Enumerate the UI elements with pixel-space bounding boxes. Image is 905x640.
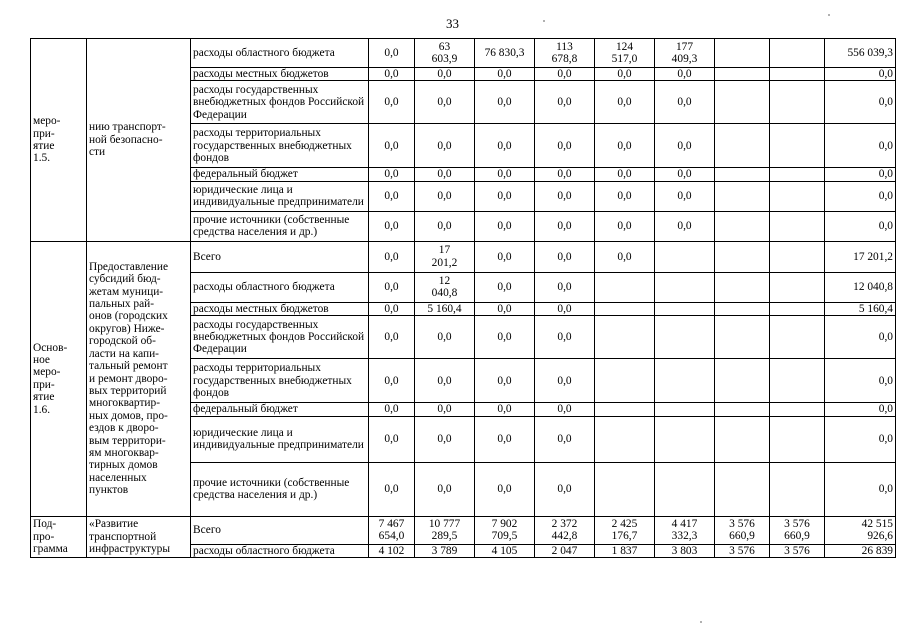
funding-source: федеральный бюджет bbox=[191, 403, 369, 416]
year-value: 1 837 bbox=[595, 544, 655, 557]
measure-name-line: ных домов, про- bbox=[89, 409, 168, 422]
year-value: 0,0 bbox=[475, 211, 535, 241]
year-value: 0,0 bbox=[535, 124, 595, 168]
total-value: 556 039,3 bbox=[825, 39, 896, 68]
total-value: 0,0 bbox=[825, 462, 896, 516]
year-value bbox=[770, 39, 825, 68]
measure-name-line: пальных рай- bbox=[89, 298, 155, 311]
year-value: 0,0 bbox=[415, 416, 475, 462]
year-value bbox=[595, 462, 655, 516]
measure-label-line: меро- bbox=[33, 115, 61, 128]
year-value: 0,0 bbox=[535, 359, 595, 403]
total-value: 0,0 bbox=[825, 81, 896, 124]
funding-source: расходы государственных внебюджетных фондов Российской Федерации bbox=[191, 81, 369, 124]
year-value bbox=[770, 272, 825, 302]
year-value bbox=[770, 68, 825, 81]
year-value: 2 047 bbox=[535, 544, 595, 557]
year-value: 0,0 bbox=[595, 68, 655, 81]
total-value: 12 040,8 bbox=[825, 272, 896, 302]
measure-label-line: Основ- bbox=[33, 341, 68, 354]
measure-label-line: Под- bbox=[33, 518, 57, 531]
year-value: 3 789 bbox=[415, 544, 475, 557]
funding-source: федеральный бюджет bbox=[191, 168, 369, 181]
total-value: 0,0 bbox=[825, 416, 896, 462]
year-value bbox=[715, 68, 770, 81]
measure-label-line: про- bbox=[33, 530, 55, 543]
year-value bbox=[770, 241, 825, 272]
measure-name-line: онов (городских bbox=[89, 310, 168, 323]
measure-name-line: пунктов bbox=[89, 484, 129, 497]
year-value: 0,0 bbox=[369, 68, 415, 81]
year-value: 0,0 bbox=[415, 462, 475, 516]
measure-name-line: многоквартир- bbox=[89, 397, 161, 410]
funding-source: расходы территориальных государственных внебюджетных фондов bbox=[191, 359, 369, 403]
year-value bbox=[715, 241, 770, 272]
year-value: 2 372 442,8 bbox=[535, 516, 595, 544]
total-value: 0,0 bbox=[825, 68, 896, 81]
year-value bbox=[715, 316, 770, 359]
total-value: 0,0 bbox=[825, 168, 896, 181]
total-value: 0,0 bbox=[825, 124, 896, 168]
year-value bbox=[595, 302, 655, 315]
year-value: 0,0 bbox=[369, 168, 415, 181]
measure-name-line: ной безопасно- bbox=[89, 133, 163, 146]
total-value: 5 160,4 bbox=[825, 302, 896, 315]
year-value: 113 678,8 bbox=[535, 39, 595, 68]
funding-source: расходы областного бюджета bbox=[191, 39, 369, 68]
year-value: 0,0 bbox=[595, 181, 655, 211]
year-value: 4 417 332,3 bbox=[655, 516, 715, 544]
year-value: 3 576 660,9 bbox=[770, 516, 825, 544]
total-value: 0,0 bbox=[825, 211, 896, 241]
measure-name-line: нию транспорт- bbox=[89, 121, 166, 134]
table-row bbox=[31, 516, 896, 544]
year-value bbox=[715, 462, 770, 516]
year-value: 0,0 bbox=[535, 272, 595, 302]
year-value: 0,0 bbox=[369, 462, 415, 516]
year-value: 0,0 bbox=[655, 168, 715, 181]
year-value: 3 803 bbox=[655, 544, 715, 557]
measure-name-line: тирных домов bbox=[89, 459, 158, 472]
year-value bbox=[655, 241, 715, 272]
funding-source: прочие источники (собственные средства населения и др.) bbox=[191, 211, 369, 241]
year-value bbox=[655, 403, 715, 416]
year-value: 0,0 bbox=[655, 211, 715, 241]
measure-label-line: ятие bbox=[33, 139, 55, 152]
measure-name bbox=[87, 241, 191, 516]
scan-speck bbox=[828, 14, 830, 16]
measure-name-line: ласти на капи- bbox=[89, 347, 159, 360]
year-value: 7 902 709,5 bbox=[475, 516, 535, 544]
year-value: 0,0 bbox=[475, 316, 535, 359]
funding-source: юридические лица и индивидуальные предприниматели bbox=[191, 181, 369, 211]
year-value: 0,0 bbox=[415, 359, 475, 403]
year-value: 0,0 bbox=[369, 272, 415, 302]
year-value: 0,0 bbox=[415, 81, 475, 124]
year-value: 0,0 bbox=[369, 403, 415, 416]
measure-label-line: грамма bbox=[33, 543, 68, 556]
measure-label bbox=[31, 39, 87, 242]
measure-label-line: меро- bbox=[33, 366, 61, 379]
funding-source: Всего bbox=[191, 241, 369, 272]
year-value bbox=[715, 124, 770, 168]
total-value: 0,0 bbox=[825, 181, 896, 211]
year-value: 0,0 bbox=[415, 68, 475, 81]
year-value: 0,0 bbox=[535, 302, 595, 315]
year-value: 2 425 176,7 bbox=[595, 516, 655, 544]
year-value bbox=[655, 462, 715, 516]
measure-name-line: субсидий бюд- bbox=[89, 273, 161, 286]
year-value bbox=[770, 211, 825, 241]
measure-name-line: транспортной bbox=[89, 530, 157, 543]
year-value: 0,0 bbox=[535, 241, 595, 272]
year-value: 0,0 bbox=[369, 211, 415, 241]
year-value: 0,0 bbox=[535, 316, 595, 359]
funding-source: расходы местных бюджетов bbox=[191, 302, 369, 315]
year-value: 0,0 bbox=[369, 316, 415, 359]
year-value: 0,0 bbox=[369, 181, 415, 211]
year-value bbox=[770, 302, 825, 315]
measure-name-line: округов) Ниже- bbox=[89, 322, 165, 335]
year-value bbox=[655, 272, 715, 302]
year-value bbox=[770, 403, 825, 416]
measure-label-line: при- bbox=[33, 127, 55, 140]
measure-name-line: тальный ремонт bbox=[89, 360, 168, 373]
year-value bbox=[715, 81, 770, 124]
year-value: 0,0 bbox=[535, 168, 595, 181]
year-value: 0,0 bbox=[475, 302, 535, 315]
budget-table-body bbox=[31, 39, 896, 558]
year-value: 63 603,9 bbox=[415, 39, 475, 68]
total-value: 0,0 bbox=[825, 359, 896, 403]
year-value: 0,0 bbox=[369, 416, 415, 462]
year-value bbox=[770, 416, 825, 462]
year-value bbox=[655, 302, 715, 315]
measure-name-line: и ремонт дворо- bbox=[89, 372, 168, 385]
year-value: 0,0 bbox=[475, 181, 535, 211]
year-value: 3 576 bbox=[770, 544, 825, 557]
year-value: 0,0 bbox=[655, 181, 715, 211]
year-value bbox=[715, 359, 770, 403]
year-value: 0,0 bbox=[369, 81, 415, 124]
year-value bbox=[770, 316, 825, 359]
measure-name-line: сти bbox=[89, 146, 106, 159]
year-value: 0,0 bbox=[595, 168, 655, 181]
year-value bbox=[715, 416, 770, 462]
year-value bbox=[770, 462, 825, 516]
year-value: 0,0 bbox=[369, 359, 415, 403]
measure-name-line: Предоставление bbox=[89, 260, 169, 273]
measure-name-line: вых территорий bbox=[89, 384, 167, 397]
year-value: 0,0 bbox=[655, 81, 715, 124]
budget-table bbox=[30, 38, 896, 558]
year-value bbox=[715, 168, 770, 181]
year-value: 0,0 bbox=[369, 124, 415, 168]
funding-source: прочие источники (собственные средства населения и др.) bbox=[191, 462, 369, 516]
year-value: 0,0 bbox=[535, 416, 595, 462]
year-value: 3 576 bbox=[715, 544, 770, 557]
year-value: 4 102 bbox=[369, 544, 415, 557]
year-value: 177 409,3 bbox=[655, 39, 715, 68]
year-value: 0,0 bbox=[655, 124, 715, 168]
funding-source: расходы государственных внебюджетных фондов Российской Федерации bbox=[191, 316, 369, 359]
year-value: 0,0 bbox=[415, 168, 475, 181]
year-value: 0,0 bbox=[415, 403, 475, 416]
measure-name-line: населенных bbox=[89, 471, 147, 484]
year-value: 0,0 bbox=[535, 81, 595, 124]
year-value: 0,0 bbox=[475, 272, 535, 302]
year-value bbox=[770, 181, 825, 211]
year-value bbox=[770, 359, 825, 403]
year-value: 0,0 bbox=[475, 168, 535, 181]
total-value: 26 839 bbox=[825, 544, 896, 557]
measure-name bbox=[87, 516, 191, 557]
year-value bbox=[770, 81, 825, 124]
year-value bbox=[595, 403, 655, 416]
year-value bbox=[715, 39, 770, 68]
measure-label-line: ятие bbox=[33, 391, 55, 404]
year-value: 0,0 bbox=[415, 211, 475, 241]
funding-source: расходы местных бюджетов bbox=[191, 68, 369, 81]
measure-name-line: городской об- bbox=[89, 335, 156, 348]
measure-name-line: ям многоквар- bbox=[89, 446, 159, 459]
year-value: 5 160,4 bbox=[415, 302, 475, 315]
measure-name-line: ездов к дворо- bbox=[89, 422, 159, 435]
year-value: 0,0 bbox=[415, 181, 475, 211]
year-value: 0,0 bbox=[475, 124, 535, 168]
year-value bbox=[655, 416, 715, 462]
year-value bbox=[715, 211, 770, 241]
measure-label bbox=[31, 241, 87, 516]
year-value bbox=[595, 316, 655, 359]
year-value: 4 105 bbox=[475, 544, 535, 557]
year-value: 0,0 bbox=[475, 416, 535, 462]
year-value bbox=[715, 302, 770, 315]
year-value: 0,0 bbox=[475, 241, 535, 272]
year-value: 0,0 bbox=[475, 81, 535, 124]
year-value bbox=[770, 168, 825, 181]
year-value bbox=[715, 181, 770, 211]
year-value: 10 777 289,5 bbox=[415, 516, 475, 544]
year-value: 0,0 bbox=[535, 403, 595, 416]
funding-source: расходы областного бюджета bbox=[191, 544, 369, 557]
year-value: 0,0 bbox=[415, 316, 475, 359]
funding-source: юридические лица и индивидуальные предприниматели bbox=[191, 416, 369, 462]
year-value: 0,0 bbox=[369, 302, 415, 315]
year-value: 0,0 bbox=[415, 124, 475, 168]
funding-source: Всего bbox=[191, 516, 369, 544]
year-value bbox=[770, 124, 825, 168]
year-value bbox=[715, 403, 770, 416]
year-value bbox=[595, 416, 655, 462]
year-value: 7 467 654,0 bbox=[369, 516, 415, 544]
year-value: 0,0 bbox=[595, 241, 655, 272]
measure-name-line: вым территори- bbox=[89, 434, 166, 447]
measure-label-line: при- bbox=[33, 378, 55, 391]
total-value: 0,0 bbox=[825, 316, 896, 359]
year-value bbox=[655, 316, 715, 359]
year-value: 17 201,2 bbox=[415, 241, 475, 272]
scan-speck bbox=[543, 20, 545, 22]
measure-label-line: ное bbox=[33, 353, 50, 366]
scan-speck bbox=[700, 621, 702, 623]
year-value bbox=[595, 272, 655, 302]
year-value bbox=[655, 359, 715, 403]
year-value: 0,0 bbox=[475, 462, 535, 516]
table-row bbox=[31, 39, 896, 68]
year-value: 0,0 bbox=[369, 241, 415, 272]
year-value: 0,0 bbox=[475, 359, 535, 403]
year-value bbox=[715, 272, 770, 302]
funding-source: расходы областного бюджета bbox=[191, 272, 369, 302]
table-row bbox=[31, 241, 896, 272]
measure-name-line: жетам муници- bbox=[89, 285, 164, 298]
measure-label bbox=[31, 516, 87, 557]
measure-label-line: 1.5. bbox=[33, 152, 51, 165]
year-value: 0,0 bbox=[595, 124, 655, 168]
year-value: 124 517,0 bbox=[595, 39, 655, 68]
year-value: 0,0 bbox=[475, 403, 535, 416]
total-value: 17 201,2 bbox=[825, 241, 896, 272]
year-value: 0,0 bbox=[535, 211, 595, 241]
year-value: 0,0 bbox=[595, 211, 655, 241]
year-value: 0,0 bbox=[655, 68, 715, 81]
total-value: 0,0 bbox=[825, 403, 896, 416]
year-value: 0,0 bbox=[535, 181, 595, 211]
year-value: 0,0 bbox=[535, 68, 595, 81]
funding-source: расходы территориальных государственных внебюджетных фондов bbox=[191, 124, 369, 168]
year-value: 0,0 bbox=[475, 68, 535, 81]
year-value: 76 830,3 bbox=[475, 39, 535, 68]
measure-name-line: инфраструктуры bbox=[89, 543, 170, 556]
year-value: 12 040,8 bbox=[415, 272, 475, 302]
measure-label-line: 1.6. bbox=[33, 403, 51, 416]
total-value: 42 515 926,6 bbox=[825, 516, 896, 544]
year-value: 0,0 bbox=[369, 39, 415, 68]
measure-name-line: «Развитие bbox=[89, 518, 139, 531]
year-value: 0,0 bbox=[595, 81, 655, 124]
measure-name bbox=[87, 39, 191, 242]
page-number: 33 bbox=[446, 16, 459, 31]
year-value bbox=[595, 359, 655, 403]
year-value: 3 576 660,9 bbox=[715, 516, 770, 544]
year-value: 0,0 bbox=[535, 462, 595, 516]
